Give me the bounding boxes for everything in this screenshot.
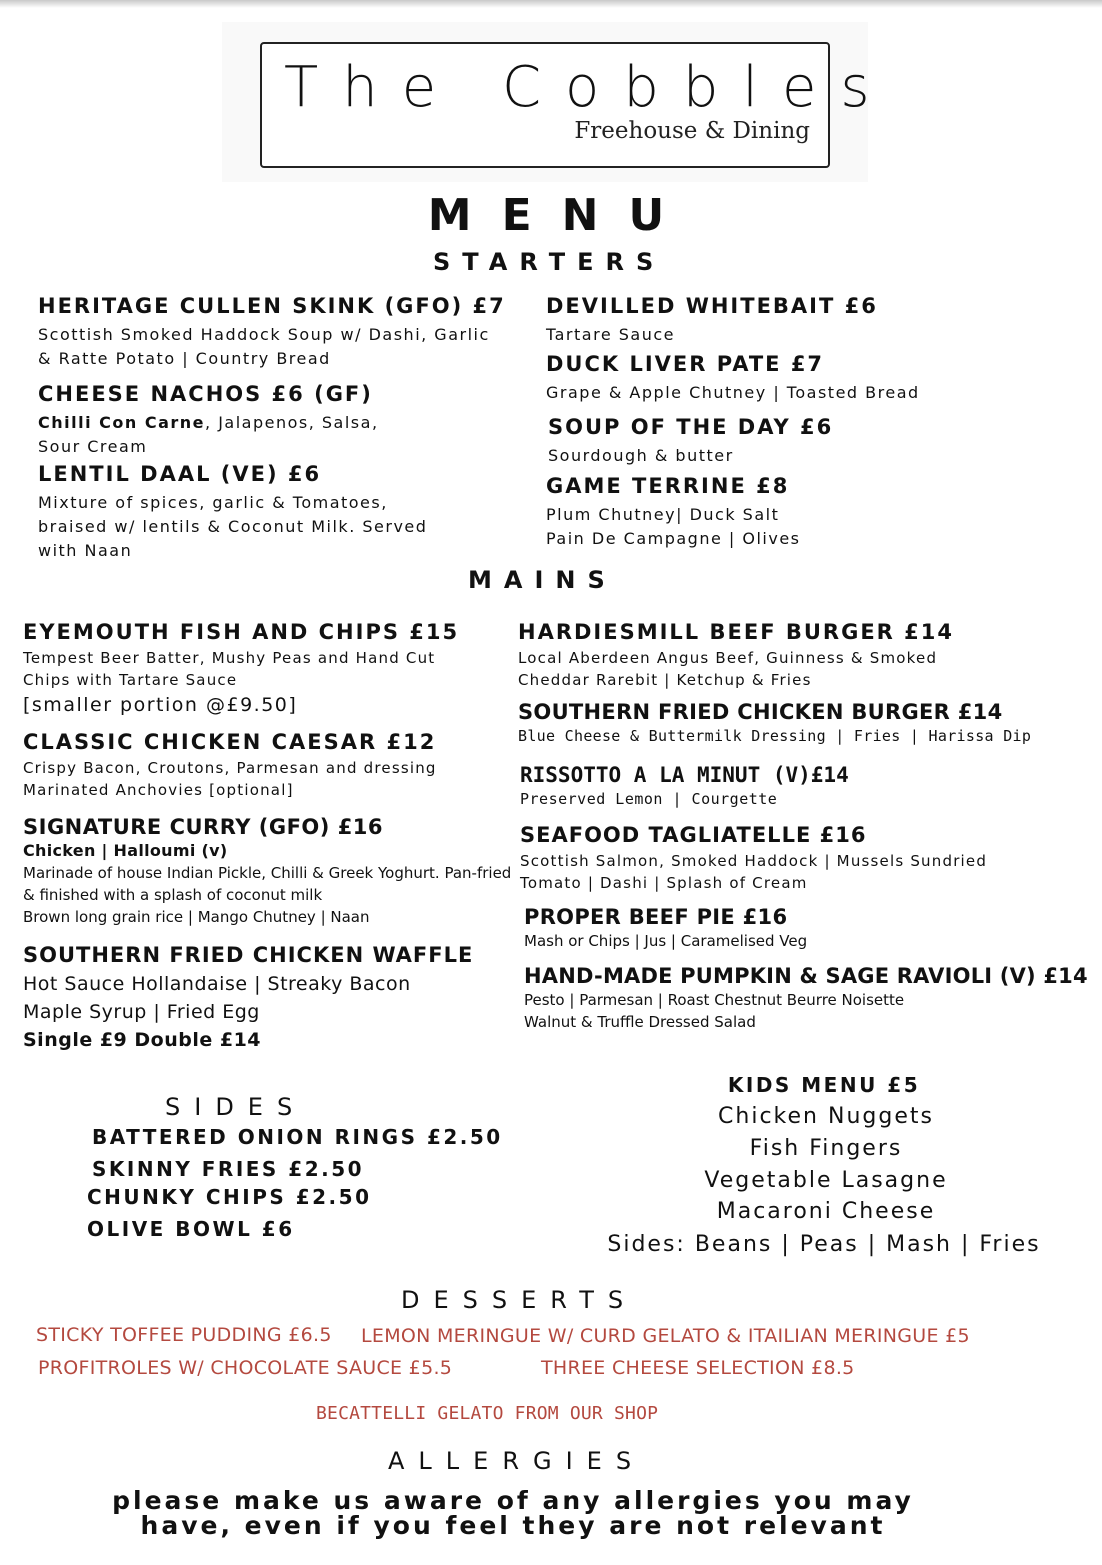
- main-item: [520, 762, 849, 810]
- item-title: SIGNATURE CURRY (GFO) £16: [23, 815, 384, 839]
- main-item: [524, 963, 1088, 1033]
- allergies-heading: ALLERGIES: [388, 1447, 646, 1475]
- item-desc: Walnut & Truffle Dressed Salad: [524, 1013, 756, 1031]
- logo: [260, 42, 894, 168]
- item-desc: & Ratte Potato | Country Bread: [38, 349, 331, 368]
- item-bold-line: Chicken | Halloumi (v): [23, 841, 228, 860]
- item-title: CHEESE NACHOS £6 (GF): [38, 382, 373, 406]
- allergy-notice-line: please make us aware of any allergies you may: [112, 1486, 914, 1515]
- item-title: HAND-MADE PUMPKIN & SAGE RAVIOLI (V) £14: [524, 964, 1088, 988]
- dessert-item: THREE CHEESE SELECTION £8.5: [541, 1357, 855, 1379]
- item-title: GAME TERRINE £8: [546, 474, 790, 498]
- item-desc: Marinade of house Indian Pickle, Chilli & Greek Yoghurt. Pan-fried: [23, 864, 512, 882]
- main-item: [23, 814, 511, 928]
- main-item: [23, 942, 473, 1054]
- kids-item: Macaroni Cheese: [716, 1199, 936, 1224]
- restaurant-tagline: Freehouse & Dining: [574, 118, 810, 144]
- kids-item: Chicken Nuggets: [718, 1104, 934, 1129]
- item-desc: Scottish Smoked Haddock Soup w/ Dashi, Garlic: [38, 325, 490, 344]
- starter-item: [546, 473, 801, 551]
- desserts-heading: DESSERTS: [401, 1286, 638, 1314]
- item-title: DEVILLED WHITEBAIT £6: [546, 294, 878, 318]
- item-title: SEAFOOD TAGLIATELLE £16: [520, 823, 867, 847]
- item-title: HARDIESMILL BEEF BURGER £14: [518, 620, 954, 644]
- item-desc: Brown long grain rice | Mango Chutney | Naan: [23, 908, 370, 926]
- item-desc: Blue Cheese & Buttermilk Dressing | Fries | Harissa Dip: [518, 727, 1032, 745]
- item-desc: Scottish Salmon, Smoked Haddock | Mussels Sundried: [520, 852, 988, 870]
- allergy-notice-line: have, even if you feel they are not relevant: [140, 1511, 886, 1540]
- item-desc: Tomato | Dashi | Splash of Cream: [520, 874, 808, 892]
- item-desc: Grape & Apple Chutney | Toasted Bread: [546, 383, 920, 402]
- item-desc: Cheddar Rarebit | Ketchup & Fries: [518, 671, 812, 689]
- starter-item: [546, 293, 878, 347]
- top-shadow: [0, 0, 1102, 8]
- kids-sides: Sides: Beans | Peas | Mash | Fries: [607, 1232, 1041, 1257]
- item-title: EYEMOUTH FISH AND CHIPS £15: [23, 620, 460, 644]
- starter-item: [38, 461, 427, 563]
- item-desc: Preserved Lemon | Courgette: [520, 790, 778, 808]
- item-desc: Pesto | Parmesan | Roast Chestnut Beurre Noisette: [524, 991, 905, 1009]
- dessert-item: PROFITROLES W/ CHOCOLATE SAUCE £5.5: [38, 1357, 453, 1379]
- menu-title: MENU: [427, 190, 695, 241]
- side-item: OLIVE BOWL £6: [87, 1217, 295, 1241]
- item-desc: with Naan: [38, 541, 133, 560]
- item-desc: braised w/ lentils & Coconut Milk. Served: [38, 517, 428, 536]
- mains-heading: MAINS: [468, 566, 617, 594]
- dessert-item: STICKY TOFFEE PUDDING £6.5: [36, 1324, 332, 1346]
- main-item: [520, 822, 987, 894]
- main-item: [23, 619, 459, 719]
- main-item: [23, 729, 437, 801]
- item-title: DUCK LIVER PATE £7: [546, 352, 825, 376]
- item-desc: & finished with a splash of coconut milk: [23, 886, 323, 904]
- starter-item: [548, 414, 833, 468]
- item-desc: Hot Sauce Hollandaise | Streaky Bacon: [23, 973, 411, 995]
- item-desc: Sour Cream: [38, 437, 148, 456]
- starter-item: [546, 351, 920, 405]
- item-desc: Crispy Bacon, Croutons, Parmesan and dressing: [23, 759, 437, 777]
- kids-item: Fish Fingers: [749, 1136, 903, 1161]
- kids-item: Vegetable Lasagne: [704, 1168, 948, 1193]
- main-item: [524, 904, 807, 952]
- item-title: RISSOTTO A LA MINUT (V)£14: [520, 763, 849, 787]
- item-lead-rest: , Jalapenos, Salsa,: [205, 413, 379, 432]
- starter-item: [38, 293, 506, 371]
- item-desc: Marinated Anchovies [optional]: [23, 781, 294, 799]
- item-desc: Mash or Chips | Jus | Caramelised Veg: [524, 932, 808, 950]
- item-extra: [smaller portion @£9.50]: [23, 694, 298, 716]
- item-desc: Plum Chutney| Duck Salt: [546, 505, 780, 524]
- dessert-item: LEMON MERINGUE W/ CURD GELATO & ITAILIAN MERINGUE £5: [361, 1325, 970, 1347]
- item-title: CLASSIC CHICKEN CAESAR £12: [23, 730, 437, 754]
- item-title: SOUTHERN FRIED CHICKEN WAFFLE: [23, 943, 474, 967]
- restaurant-name: The Cobbles: [284, 55, 894, 120]
- item-title: SOUTHERN FRIED CHICKEN BURGER £14: [518, 700, 1003, 724]
- kids-heading: KIDS MENU £5: [727, 1073, 921, 1097]
- item-desc-line: [38, 411, 379, 435]
- item-title: HERITAGE CULLEN SKINK (GFO) £7: [38, 294, 506, 318]
- item-title: SOUP OF THE DAY £6: [548, 415, 834, 439]
- item-price-line: Single £9 Double £14: [23, 1029, 262, 1051]
- item-title: PROPER BEEF PIE £16: [524, 905, 788, 929]
- item-desc: Mixture of spices, garlic & Tomatoes,: [38, 493, 388, 512]
- item-desc: Sourdough & butter: [548, 446, 734, 465]
- side-item: BATTERED ONION RINGS £2.50: [92, 1125, 503, 1149]
- item-desc: Tartare Sauce: [546, 325, 675, 344]
- item-desc: Chips with Tartare Sauce: [23, 671, 238, 689]
- item-desc: Tempest Beer Batter, Mushy Peas and Hand Cut: [23, 649, 436, 667]
- side-item: SKINNY FRIES £2.50: [92, 1157, 365, 1181]
- starters-heading: STARTERS: [433, 248, 666, 276]
- item-bold-lead: Chilli Con Carne: [38, 413, 206, 432]
- gelato-note: BECATTELLI GELATO FROM OUR SHOP: [316, 1403, 659, 1424]
- item-desc: Local Aberdeen Angus Beef, Guinness & Smoked: [518, 649, 938, 667]
- item-desc: Pain De Campagne | Olives: [546, 529, 801, 548]
- item-title: LENTIL DAAL (VE) £6: [38, 462, 322, 486]
- starter-item: [38, 381, 379, 459]
- main-item: [518, 699, 1031, 747]
- item-desc: Maple Syrup | Fried Egg: [23, 1001, 260, 1023]
- sides-heading: SIDES: [165, 1093, 307, 1121]
- main-item: [518, 619, 954, 691]
- side-item: CHUNKY CHIPS £2.50: [87, 1185, 372, 1209]
